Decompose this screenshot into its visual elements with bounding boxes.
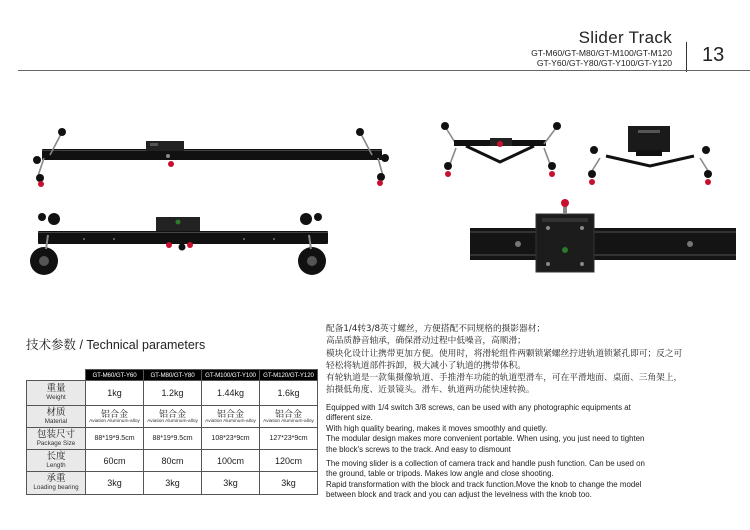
cell-value-cn: 铝合金 (216, 408, 244, 419)
description-en-line: Equipped with 1/4 switch 3/8 screws, can be used with any photographic equipments at (326, 403, 631, 412)
row-label-en: Package Size (36, 439, 76, 447)
table-cell: 3kg (144, 472, 202, 495)
specs-title: 技术参数 / Technical parameters (26, 338, 206, 352)
description-en-line: The modular design makes more convenient portable. When using, you just need to tighten (326, 434, 645, 444)
carriage-closeup-photo (470, 198, 736, 282)
table-cell (144, 406, 202, 428)
table-row-weight (27, 381, 318, 406)
page-title: Slider Track (578, 28, 672, 47)
cell-value-en: Aviation Aluminum-alloy (263, 418, 314, 424)
table-cell: 88*19*9.5cm (86, 428, 144, 450)
table-cell: 1.6kg (260, 381, 318, 406)
table-cell: 3kg (86, 472, 144, 495)
row-label-cn: 包装尺寸 (36, 428, 75, 440)
table-cell: 80cm (144, 450, 202, 472)
table-cell: 1kg (86, 381, 144, 406)
slider-with-wheels-photo (24, 205, 334, 279)
table-cell: 100cm (202, 450, 260, 472)
description-cn-line: 配备1/4转3/8英寸螺丝，方便搭配不同规格的摄影器材； (326, 324, 546, 334)
slider-end-view-photo (436, 118, 570, 190)
row-label-cn: 材质 (46, 406, 66, 418)
cell-value-en: Aviation Aluminum-alloy (89, 418, 140, 424)
description-en-line: the block's screws to the track. And easy to dismount (326, 444, 511, 454)
column-header: GT-M120/GT-Y120 (260, 370, 318, 381)
description-cn-line: 有轮轨道是一款集摄像轨道、手推滑车功能的轨道型滑车，可在平滑地面、桌面、三角架上， (326, 373, 683, 384)
slider-with-legs-photo (28, 126, 398, 192)
table-cell: 88*19*9.5cm (144, 428, 202, 450)
description-en-line: With high quality bearing, makes it moves smoothly and quietly. (326, 423, 548, 433)
cell-value-cn: 铝合金 (274, 408, 302, 419)
cell-value-en: Aviation Aluminum-alloy (205, 418, 256, 424)
description-english (326, 403, 736, 501)
header-divider (686, 42, 687, 72)
cell-value-en: Aviation Aluminum-alloy (147, 418, 198, 424)
table-cell (260, 406, 318, 428)
table-cell (86, 406, 144, 428)
table-cell: 60cm (86, 450, 144, 472)
table-cell: 3kg (260, 472, 318, 495)
page-number: 13 (702, 44, 725, 66)
row-label-en: Material (44, 417, 68, 425)
model-list-line-2: GT-Y60/GT-Y80/GT-Y100/GT-Y120 (536, 58, 672, 68)
cell-value-cn: 铝合金 (100, 408, 128, 419)
description-en-line: between block and track and you can adjust the levelness with the knob too. (326, 490, 592, 500)
description-en-line: different size. (326, 413, 373, 423)
table-cell: 120cm (260, 450, 318, 472)
specs-corner (27, 370, 86, 381)
description-en-line: The moving slider is a collection of camera track and handle push function. Can be used on (326, 459, 645, 469)
table-row-package-size (27, 428, 318, 450)
table-cell: 1.2kg (144, 381, 202, 406)
row-label-cn: 长度 (46, 450, 66, 462)
table-cell: 3kg (202, 472, 260, 495)
row-header (27, 428, 86, 450)
table-cell (202, 406, 260, 428)
slider-side-view-photo (582, 120, 722, 192)
column-header: GT-M60/GT-Y60 (86, 370, 144, 381)
row-label-cn: 承重 (46, 473, 66, 484)
row-header (27, 450, 86, 472)
row-header (27, 381, 86, 406)
row-header (27, 472, 86, 495)
table-row-material (27, 406, 318, 428)
row-label-cn: 重量 (46, 383, 66, 394)
header-rule (18, 70, 750, 71)
description-cn-line: 模块化设计让携带更加方便。使用时，将滑轮组件两颗锁紧螺丝拧进轨道锁紧孔即可；反之可 (326, 348, 683, 359)
specs-header-row (27, 370, 318, 381)
model-list-line-1: GT-M60/GT-M80/GT-M100/GT-M120 (531, 48, 672, 58)
row-header (27, 406, 86, 428)
table-cell: 127*23*9cm (260, 428, 318, 450)
table-row-length (27, 450, 318, 472)
description-chinese (326, 323, 726, 397)
description-cn-line: 轻松将轨道部件拆卸，极大减小了轨道的携带体积。 (326, 360, 526, 371)
table-row-loading-bearing (27, 472, 318, 495)
column-header: GT-M80/GT-Y80 (144, 370, 202, 381)
table-cell: 108*23*9cm (202, 428, 260, 450)
row-label-en: Length (46, 461, 66, 469)
description-en-line: Rapid transformation with the block and track function.Move the knob to change the model (326, 479, 642, 489)
description-en-line: the ground, table or tripods. Makes low angle and close shooting. (326, 469, 554, 479)
row-label-en: Loading bearing (33, 484, 79, 491)
specs-table (26, 369, 318, 495)
table-cell: 1.44kg (202, 381, 260, 406)
row-label-en: Weight (46, 394, 66, 401)
cell-value-cn: 铝合金 (158, 408, 186, 419)
column-header: GT-M100/GT-Y100 (202, 370, 260, 381)
description-cn-line: 高品质静音轴承，确保滑动过程中低噪音，高顺滑； (326, 336, 526, 347)
description-cn-line: 拍摄低角度、近景镜头。滑车、轨道两功能快速转换。 (326, 385, 535, 396)
